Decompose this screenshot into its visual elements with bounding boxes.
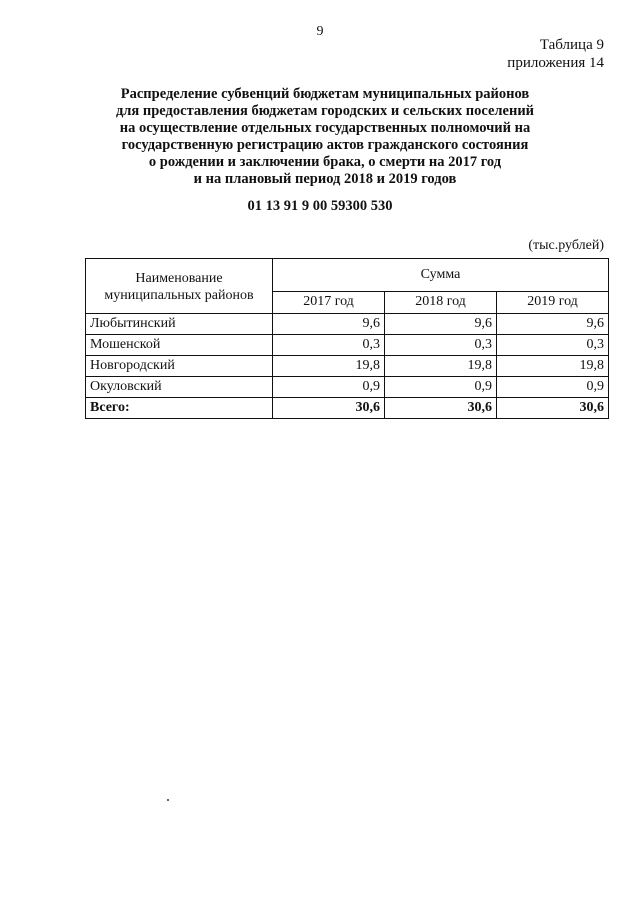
total-2017: 30,6: [273, 398, 385, 419]
table-row: [86, 314, 609, 335]
name-header-line1: Наименование: [135, 271, 223, 286]
value-2018: 9,6: [385, 314, 497, 335]
total-row: [86, 398, 609, 419]
name-header-line2: муниципальных районов: [104, 288, 254, 303]
value-2019: 0,3: [497, 335, 609, 356]
value-2018: 0,9: [385, 377, 497, 398]
total-2018: 30,6: [385, 398, 497, 419]
value-2018: 19,8: [385, 356, 497, 377]
document-title: [90, 86, 560, 188]
page-number: 9: [316, 24, 324, 39]
subvention-table: [85, 258, 609, 419]
title-line: о рождении и заключении брака, о смерти на 2017 год: [148, 154, 502, 170]
title-line: для предоставления бюджетам городских и сельских поселений: [115, 103, 535, 119]
value-2019: 0,9: [497, 377, 609, 398]
value-2018: 0,3: [385, 335, 497, 356]
value-2017: 9,6: [273, 314, 385, 335]
value-2019: 19,8: [497, 356, 609, 377]
title-line: государственную регистрацию актов гражданского состояния: [121, 137, 529, 153]
sum-column-header: Сумма: [273, 259, 609, 292]
table-row: [86, 356, 609, 377]
year-header-2017: 2017 год: [273, 291, 385, 313]
district-name: Мошенской: [86, 335, 273, 356]
title-line: и на плановый период 2018 и 2019 годов: [193, 171, 457, 187]
total-label: Всего:: [86, 398, 273, 419]
table-header-row: [86, 259, 609, 292]
district-name: Новгородский: [86, 356, 273, 377]
title-line: Распределение субвенций бюджетам муниципальных районов: [120, 86, 530, 102]
value-2017: 19,8: [273, 356, 385, 377]
value-2019: 9,6: [497, 314, 609, 335]
table-row: [86, 377, 609, 398]
table-ref-line2: приложения 14: [507, 55, 604, 71]
name-column-header: [86, 259, 273, 314]
budget-code: 01 13 91 9 00 59300 530: [247, 198, 393, 214]
year-header-2018: 2018 год: [385, 291, 497, 313]
district-name: Окуловский: [86, 377, 273, 398]
total-2019: 30,6: [497, 398, 609, 419]
units-label: (тыс.рублей): [528, 238, 604, 253]
value-2017: 0,3: [273, 335, 385, 356]
table-reference: [507, 36, 604, 72]
table-row: [86, 335, 609, 356]
year-header-2019: 2019 год: [497, 291, 609, 313]
table-ref-line1: Таблица 9: [539, 37, 604, 53]
stray-mark: [167, 799, 169, 801]
title-line: на осуществление отдельных государственных полномочий на: [119, 120, 531, 136]
value-2017: 0,9: [273, 377, 385, 398]
district-name: Любытинский: [86, 314, 273, 335]
